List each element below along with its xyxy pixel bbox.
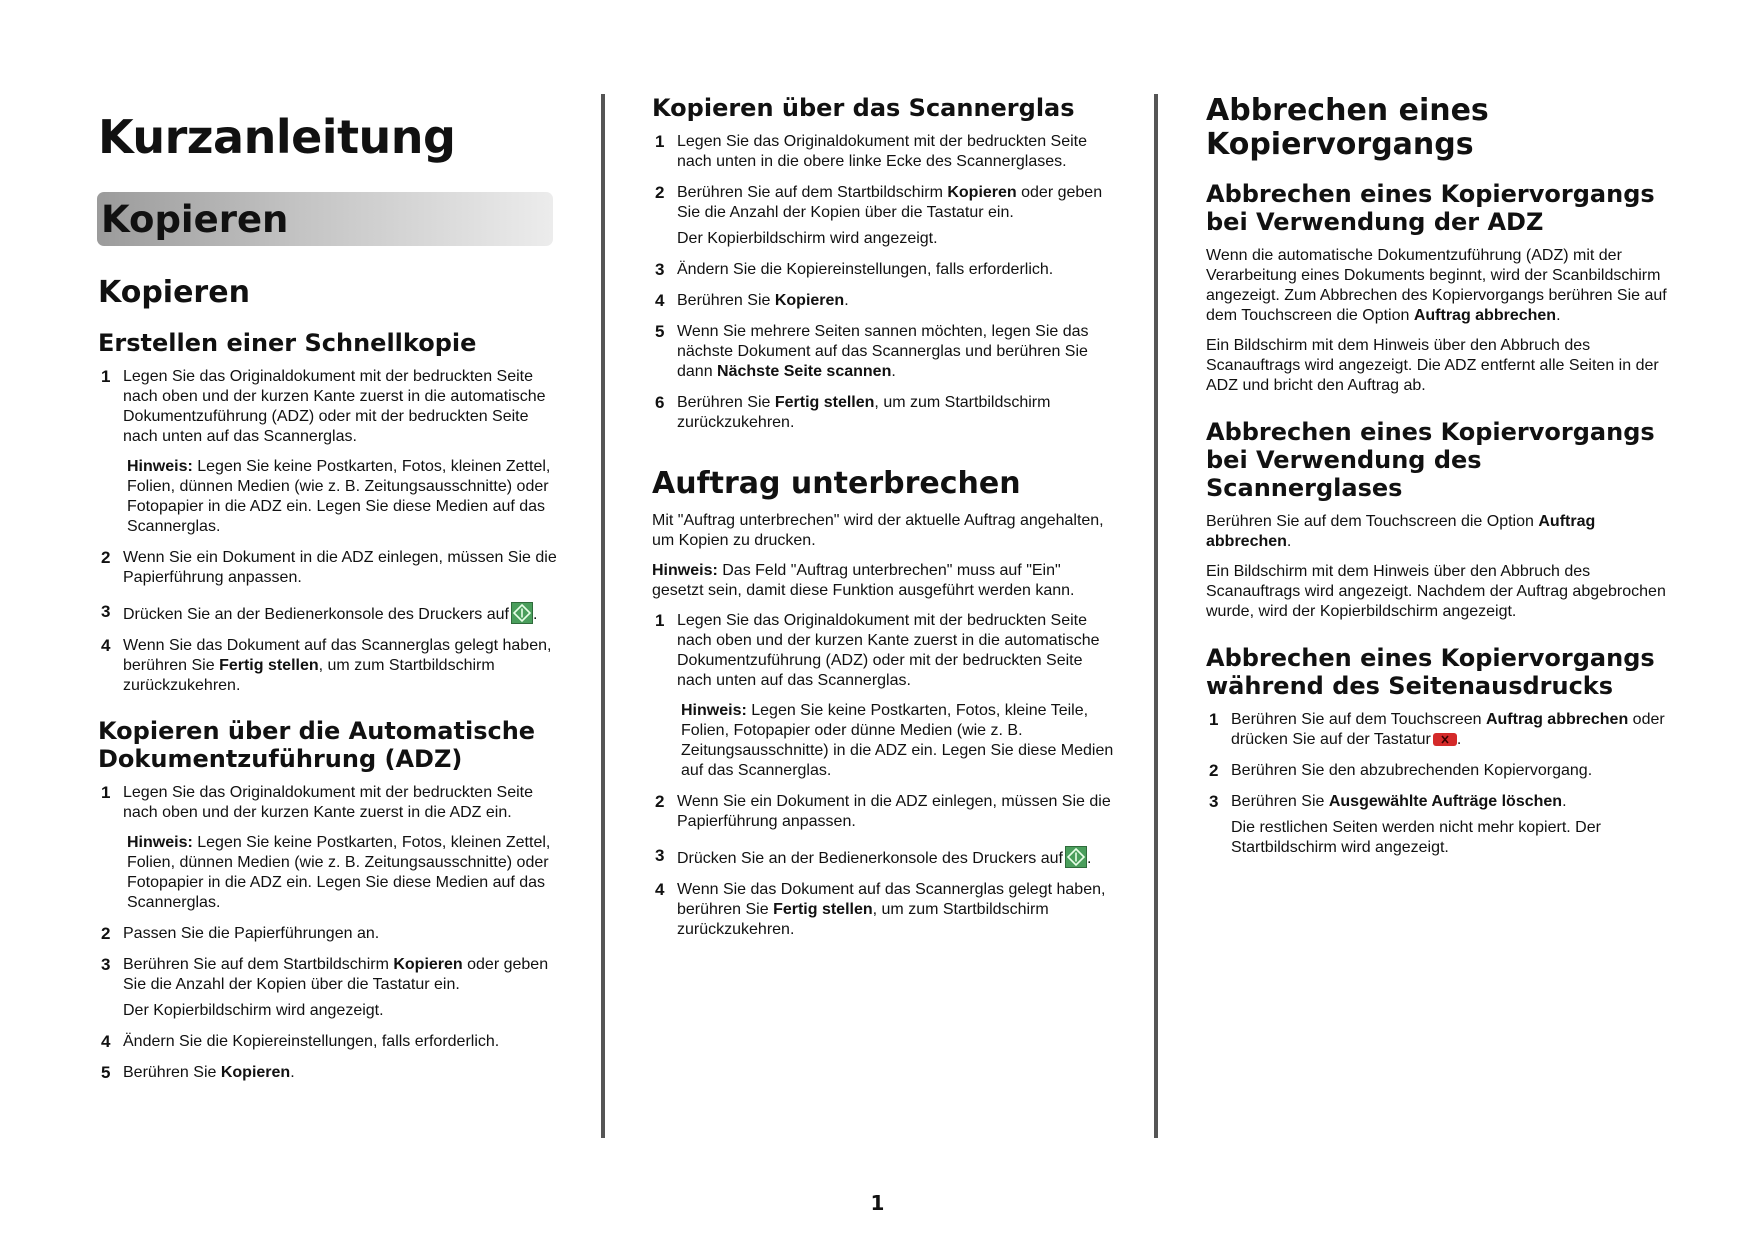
column-2 [652,94,1114,951]
column-3: Abbrechen eines Kopiervorgangs Abbrechen eines Kopiervorgangs bei Verwendung der ADZ Wenn die automatische Dokumentzuführung (ADZ) mit der Verarbeitung eines Dokuments beginnt, wird der Scanbildschirm angezeigt. Zum Abbrechen des Kopiervorgangs berühren Sie auf dem Touchscreen die Option Auftrag abbrechen. Ein Bildschirm mit dem Hinweis über den Abbruch des Scanauftrags wird angezeigt. Die ADZ entfernt alle Seiten in der ADZ und bricht den Auftrag ab. Abbrechen eines Kopiervorgangs bei Verwendung des Scannerglases Berühren Sie auf dem Touchscreen die Option Auftrag abbrechen. Ein Bildschirm mit dem Hinweis über den Abbruch des Scanauftrags wird angezeigt. Nachdem der Auftrag abgebrochen wurde, wird der Kopierbildschirm angezeigt. Abbrechen eines Kopiervorgangs während des Seitenausdrucks 1 Berühren Sie auf dem Touchscreen Auftrag abbrechen oder drücken Sie auf der Tastatur . 2 Berühren Sie den abzubrechenden Kopiervorgang. 3 Berühren Sie Ausgewählte Aufträge löschen. Die restlichen Seiten werden nicht mehr kopiert. Der Startbildschirm wird angezeigt. [1206,94,1671,869]
list-item: 6 Berühren Sie Fertig stellen, um zum Startbildschirm zurückzukehren. [655,393,1051,431]
list-item: 3 Berühren Sie auf dem Startbildschirm Kopieren oder geben Sie die Anzahl der Kopien über die Tastatur ein. Der Kopierbildschirm wird angezeigt. [101,955,549,1019]
list-item: 1 Legen Sie das Originaldokument mit der bedruckten Seite nach oben und der kurzen Kante zuerst in die automatische Dokumentzuführung (ADZ) oder mit der bedruckten Seite nach unten auf das Scannerglas. Hinweis: Legen Sie keine Postkarten, Fotos, kleine Teile, Folien, Fotopapier oder dünne Medien (wie z. B. Zeitungsausschnitte) in die ADZ ein. Legen Sie diese Medien auf das Scannerglas. [655,611,1114,779]
adf-copy-steps [98,783,558,1083]
glass-copy-heading: Kopieren über das Scannerglas [652,94,1075,122]
list-item: 3 Drücken Sie an der Bedienerkonsole des Druckers auf . [101,602,538,623]
list-item: 5 Berühren Sie Kopieren. [101,1063,295,1082]
cancel-glass-heading: Abbrechen eines Kopiervorgangs bei Verwendung des Scannerglases [1206,418,1655,502]
document-title: Kurzanleitung [98,110,456,164]
list-item: 3 Drücken Sie an der Bedienerkonsole des Druckers auf . [655,846,1092,867]
list-item: 2 Wenn Sie ein Dokument in die ADZ einlegen, müssen Sie die Papierführung anpassen. [655,792,1111,830]
list-item: 1 Legen Sie das Originaldokument mit der bedruckten Seite nach oben und der kurzen Kante zuerst in die ADZ ein. Hinweis: Legen Sie keine Postkarten, Fotos, kleinen Zettel, Folien, dünnen Medien (wie z. B. Zeitungsausschnitte) oder Fotopapier in die ADZ ein. Legen Sie diese Medien auf das Scannerglas. [98,783,558,913]
note: Hinweis: Legen Sie keine Postkarten, Fotos, kleine Teile, Folien, Fotopapier oder dünne Medien (wie z. B. Zeitungsausschnitte) in die ADZ ein. Legen Sie diese Medien auf das Scannerglas. [681,702,1114,779]
interrupt-steps [652,611,1114,940]
note: Hinweis: Legen Sie keine Postkarten, Fotos, kleinen Zettel, Folien, dünnen Medien (wie z. B. Zeitungsausschnitte) oder Fotopapier in die ADZ ein. Legen Sie diese Medien auf das Scannerglas. [127,458,551,535]
list-item: 1 Legen Sie das Originaldokument mit der bedruckten Seite nach oben und der kurzen Kante zuerst in die automatische Dokumentzuführung (ADZ) oder mit der bedruckten Seite nach unten auf das Scannerglas. Hinweis: Legen Sie keine Postkarten, Fotos, kleinen Zettel, Folien, dünnen Medien (wie z. B. Zeitungsausschnitte) oder Fotopapier in die ADZ ein. Legen Sie diese Medien auf das Scannerglas. [98,367,558,537]
cancel-print-steps [1206,710,1671,858]
section-banner [97,192,553,246]
cancel-heading: Abbrechen eines Kopiervorgangs [1206,93,1489,162]
list-item: 4 Ändern Sie die Kopiereinstellungen, falls erforderlich. [101,1032,500,1051]
list-item: 3 Ändern Sie die Kopiereinstellungen, falls erforderlich. [655,260,1054,279]
cancel-adz-heading: Abbrechen eines Kopiervorgangs bei Verwendung der ADZ [1206,180,1655,236]
list-item: 4 Wenn Sie das Dokument auf das Scannerglas gelegt haben, berühren Sie Fertig stellen, um zum Startbildschirm zurückzukehren. [101,636,552,694]
list-item: 2 Berühren Sie auf dem Startbildschirm Kopieren oder geben Sie die Anzahl der Kopien über die Tastatur ein. Der Kopierbildschirm wird angezeigt. [655,183,1103,247]
column-1 [98,94,558,1094]
list-item: 2 Berühren Sie den abzubrechenden Kopiervorgang. [1209,761,1593,780]
interrupt-intro: Mit "Auftrag unterbrechen" wird der aktuelle Auftrag angehalten, um Kopien zu drucken. [652,512,1104,549]
list-item: 3 Berühren Sie Ausgewählte Aufträge löschen. Die restlichen Seiten werden nicht mehr kopiert. Der Startbildschirm wird angezeigt. [1209,792,1601,856]
list-item: 4 Berühren Sie Kopieren. [655,291,849,310]
page-number: 1 [870,1191,885,1215]
interrupt-heading: Auftrag unterbrechen [652,466,1021,501]
list-item: 2 Wenn Sie ein Dokument in die ADZ einlegen, müssen Sie die Papierführung anpassen. [101,548,557,586]
start-button-icon [511,602,533,624]
list-item: 1 Berühren Sie auf dem Touchscreen Auftrag abbrechen oder drücken Sie auf der Tastatur . [1209,710,1665,748]
quick-copy-steps [98,367,558,696]
adf-copy-heading: Kopieren über die Automatische Dokumentzuführung (ADZ) [98,717,536,773]
list-item: 1 Legen Sie das Originaldokument mit der bedruckten Seite nach unten in die obere linke Ecke des Scannerglases. [655,132,1088,170]
interrupt-hint: Hinweis: Das Feld "Auftrag unterbrechen" muss auf "Ein" gesetzt sein, damit diese Funktion ausgeführt werden kann. [652,562,1075,599]
list-item: 5 Wenn Sie mehrere Seiten sannen möchten, legen Sie das nächste Dokument auf das Scannerglas und berühren Sie dann Nächste Seite scannen. [655,322,1089,380]
quick-copy-heading: Erstellen einer Schnellkopie [98,329,477,357]
start-button-icon [1065,846,1087,868]
cancel-print-heading: Abbrechen eines Kopiervorgangs während des Seitenausdrucks [1206,644,1655,700]
column-divider [601,94,605,1138]
note: Hinweis: Legen Sie keine Postkarten, Fotos, kleinen Zettel, Folien, dünnen Medien (wie z. B. Zeitungsausschnitte) oder Fotopapier in die ADZ ein. Legen Sie diese Medien auf das Scannerglas. [127,834,551,911]
list-item: 2 Passen Sie die Papierführungen an. [101,924,380,943]
section-heading: Kopieren [98,275,250,310]
banner-title: Kopieren [101,197,289,241]
column-divider [1154,94,1158,1138]
stop-button-icon [1433,733,1457,746]
list-item: 4 Wenn Sie das Dokument auf das Scannerglas gelegt haben, berühren Sie Fertig stellen, um zum Startbildschirm zurückzukehren. [655,880,1106,938]
glass-copy-steps [652,132,1114,433]
